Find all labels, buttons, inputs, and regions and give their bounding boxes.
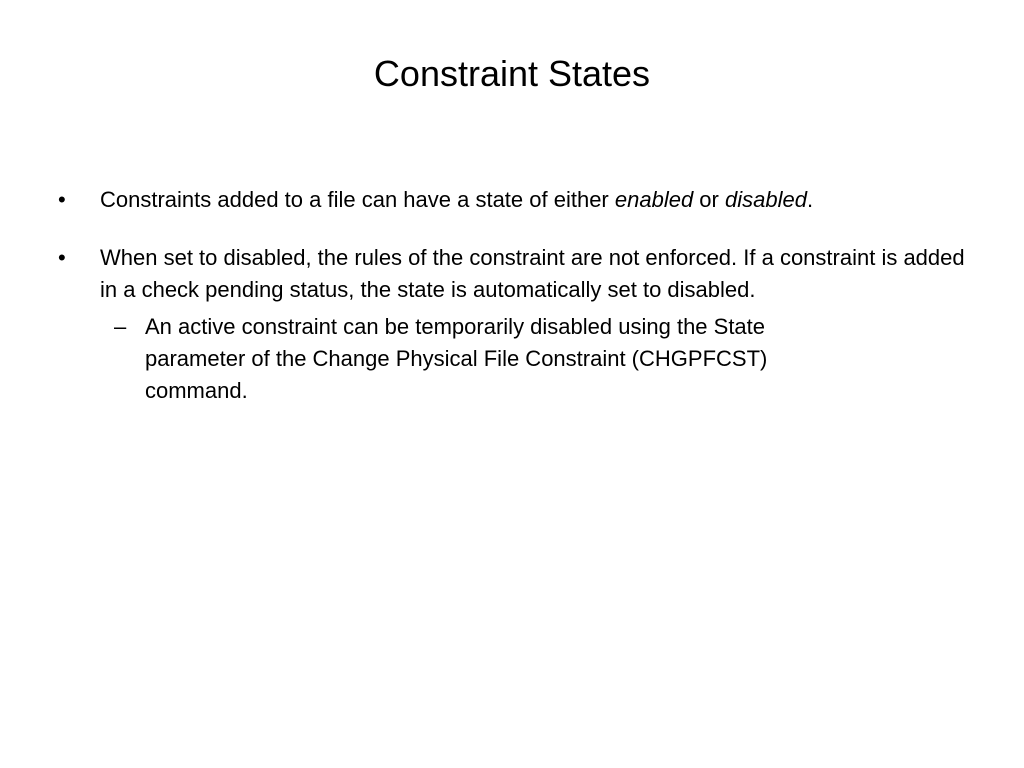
bullet-marker: • xyxy=(58,187,66,212)
slide-content xyxy=(58,184,968,407)
slide-title: Constraint States xyxy=(373,53,651,94)
bullet-text-start: Constraints added to a file can have a state of either xyxy=(100,187,615,212)
sub-bullet-item-chgpfcst xyxy=(58,311,845,407)
bullet-marker: • xyxy=(58,245,66,270)
bullet-text-end: . xyxy=(806,187,814,212)
disabled-term: disabled xyxy=(724,187,807,212)
bullet-item-disabled-rules xyxy=(58,242,968,306)
sub-bullet-text: An active constraint can be temporarily disabled using the State parameter of the Change Physical File Constraint (CHGPFCST) command. xyxy=(145,314,768,403)
sub-bullet-marker: – xyxy=(114,314,127,339)
bullet-text-middle: or xyxy=(693,187,725,212)
bullet-text: When set to disabled, the rules of the constraint are not enforced. If a constraint is added in a check pending status, the state is automatically set to disabled. xyxy=(100,245,965,302)
enabled-term: enabled xyxy=(614,187,694,212)
bullet-item-states xyxy=(58,184,968,216)
